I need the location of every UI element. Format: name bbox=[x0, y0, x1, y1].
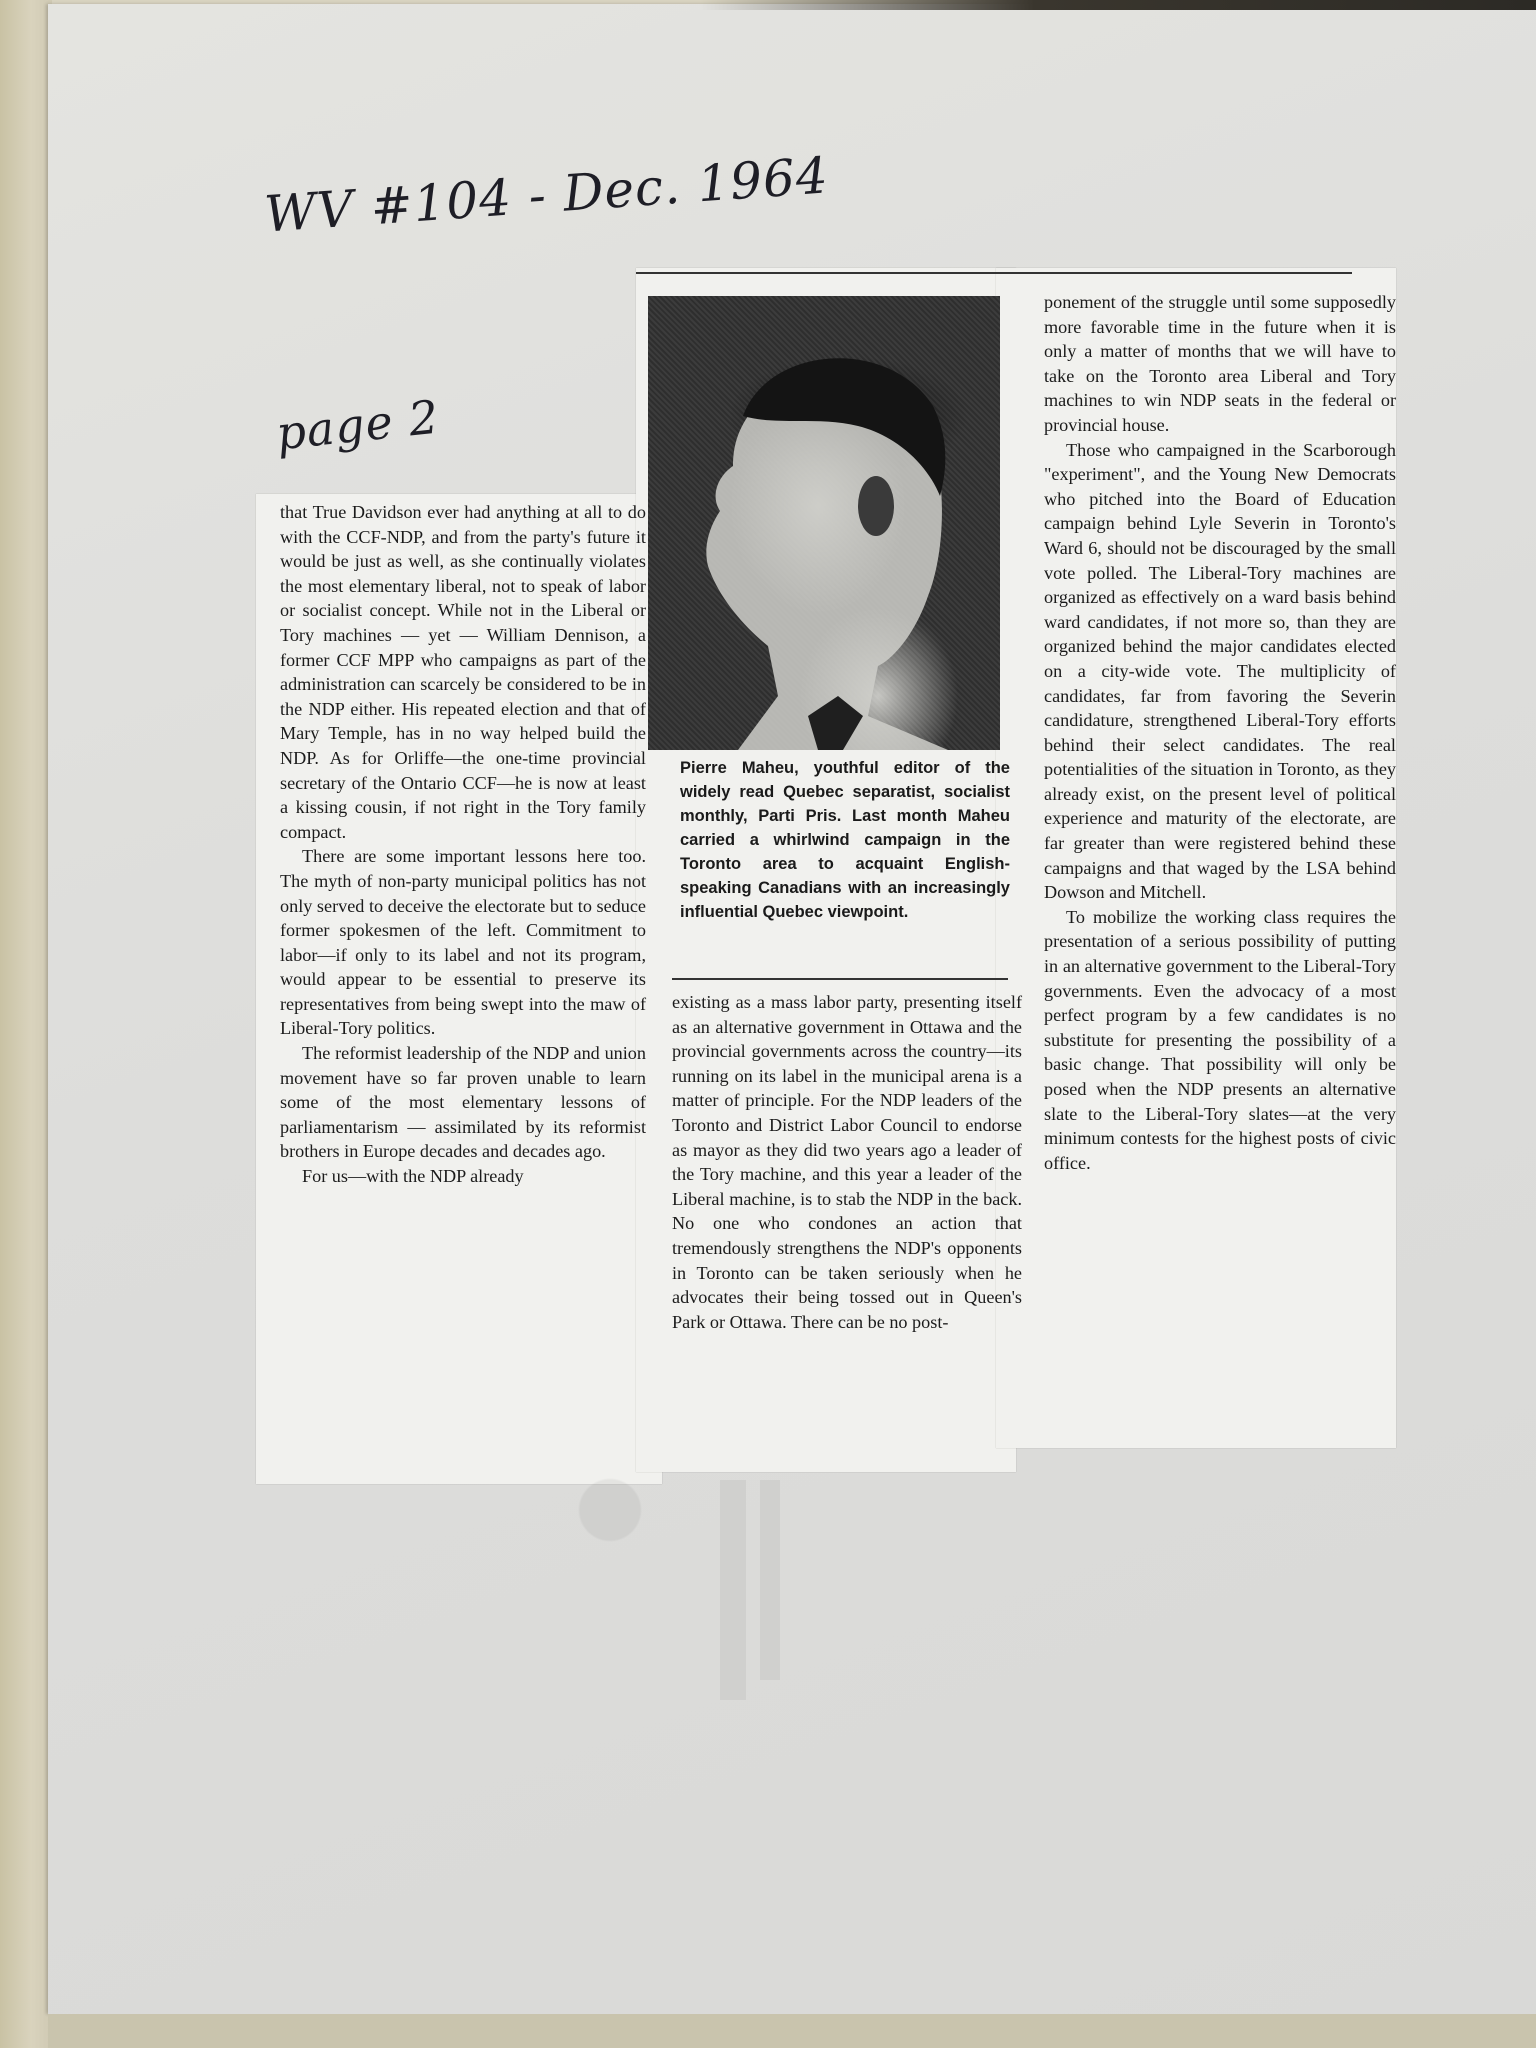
scanner-edge-bottom bbox=[48, 2014, 1536, 2048]
article-column-left bbox=[280, 500, 646, 1189]
paragraph: Those who campaigned in the Scarborough "experiment", and the Young New Democrats who pitched into the Board of Education campaign behind Lyle Severin in Toronto's Ward 6, should not be discouraged by the small vote polled. The Liberal-Tory machines are organized as effectively on a ward basis behind ward candidates, if not more so, than they are organized behind the major candidates elected on a city-wide vote. The multiplicity of candidates, far from favoring the Severin candidature, strengthened Liberal-Tory efforts behind their select candidates. The real potentialities of the situation in Toronto, as they already exist, on the present level of political experience and maturity of the electorate, are far greater than were registered behind these campaigns and that waged by the LSA behind Dowson and Mitchell. bbox=[1044, 439, 1396, 903]
paragraph: ponement of the struggle until some supposedly more favorable time in the future when it is only a matter of months that we will have to take on the Toronto area Liberal and Tory machines to win NDP seats in the federal or provincial house. bbox=[1044, 292, 1396, 435]
portrait-silhouette bbox=[648, 296, 1000, 750]
scanner-edge-top bbox=[700, 0, 1536, 10]
bleed-through-mark bbox=[560, 1460, 820, 1720]
article-column-middle bbox=[672, 990, 1022, 1334]
portrait-photo bbox=[648, 296, 1000, 750]
scanner-edge-left bbox=[0, 0, 52, 2048]
paragraph: There are some important lessons here too. The myth of non-party municipal politics has not only served to deceive the electorate but to seduce former spokesmen of the left. Commitment to labor—if only to its label and not its program, would appear to be essential to preserve its representatives from being swept into the maw of Liberal-Tory politics. bbox=[280, 846, 646, 1039]
paragraph: existing as a mass labor party, presenting itself as an alternative government in Ottawa and the provincial governments across the country—its running on its label in the municipal arena is a matter of principle. For the NDP leaders of the Toronto and District Labor Council to endorse as mayor as they did two years ago a leader of the Tory machine, and this year a leader of the Liberal machine, is to stab the NDP in the back. No one who condones an action that tremendously strengthens the NDP's opponents in Toronto can be taken seriously when he advocates their being tossed out in Queen's Park or Ottawa. There can be no post- bbox=[672, 992, 1022, 1332]
handwritten-page-note: page 2 bbox=[273, 389, 442, 461]
paragraph: The reformist leadership of the NDP and union movement have so far proven unable to learn some of the most elementary lessons of parliamentarism — assimilated by its reformist brothers in Europe decades and decades ago. bbox=[280, 1043, 646, 1162]
column-rule-middle bbox=[672, 978, 1008, 980]
article-column-right bbox=[1044, 290, 1396, 1175]
paragraph: To mobilize the working class requires the presentation of a serious possibility of putting in an alternative government to the Liberal-Tory governments. Even the advocacy of a most perfect program by a few candidates is no substitute for presenting the possibility of a basic change. That possibility will only be posed when the NDP presents an alternative slate to the Liberal-Tory slates—at the very minimum contests for the highest posts of civic office. bbox=[1044, 906, 1396, 1173]
photo-caption: Pierre Maheu, youthful editor of the widely read Quebec separatist, socialist monthly, Parti Pris. Last month Maheu carried a whirlwind campaign in the Toronto area to acquaint English-speaking Canadians with an increasingly influential Quebec viewpoint. bbox=[680, 759, 1010, 921]
handwritten-issue-note: WV #104 - Dec. 1964 bbox=[262, 146, 831, 244]
paragraph: that True Davidson ever had anything at all to do with the CCF-NDP, and from the party's future it would be just as well, as she continually violates the most elementary liberal, not to speak of labor or socialist concept. While not in the Liberal or Tory machines — yet — William Dennison, a former CCF MPP who campaigns as part of the administration can scarcely be considered to be in the NDP either. His repeated election and that of Mary Temple, has in no way helped build the NDP. As for Orliffe—the one-time provincial secretary of the Ontario CCF—he is now at least a kissing cousin, if not right in the Tory family compact. bbox=[280, 502, 646, 842]
paragraph: For us—with the NDP already bbox=[302, 1166, 524, 1187]
column-rule-top bbox=[636, 272, 1352, 274]
